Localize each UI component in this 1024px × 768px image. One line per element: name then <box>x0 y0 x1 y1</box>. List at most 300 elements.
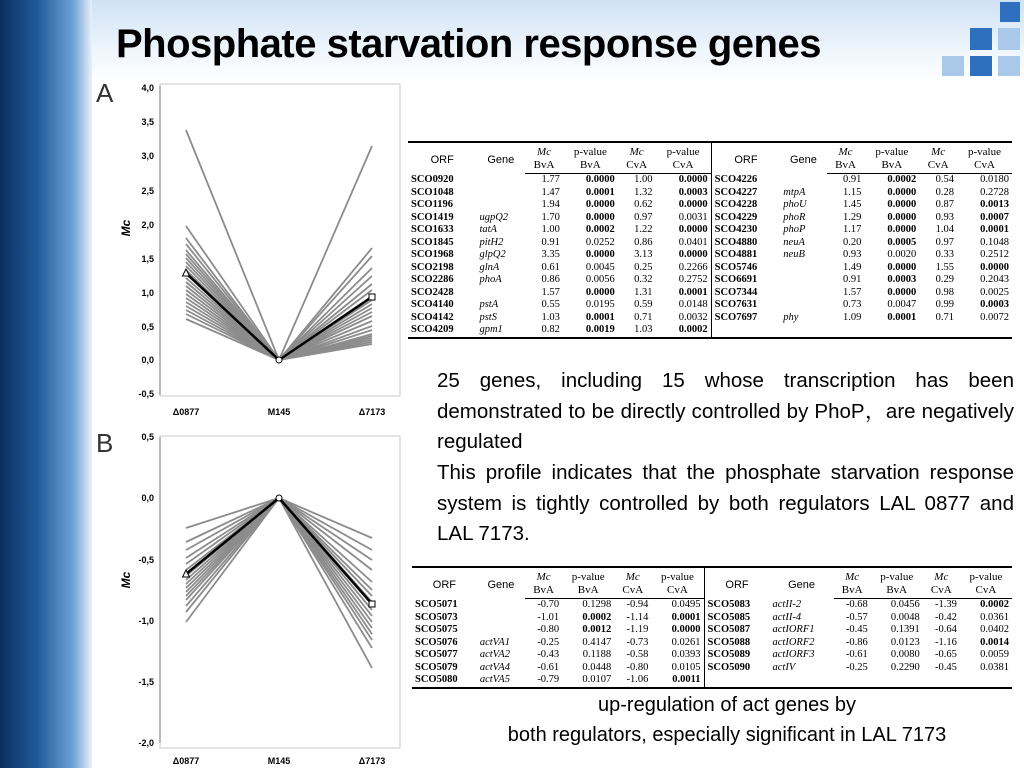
cell-p-bva: 0.0002 <box>582 611 612 623</box>
cell-orf: SCO5079 <box>415 661 458 673</box>
cell-gene <box>477 612 525 625</box>
cell-p-cva: 0.2512 <box>980 249 1009 260</box>
cell-gene: pstA <box>479 299 499 310</box>
cell-mc-bva: -0.61 <box>537 661 560 673</box>
col-header-gene: Gene <box>477 567 525 599</box>
table-row <box>412 649 1012 662</box>
cell-p-cva: 0.0013 <box>980 199 1009 210</box>
cell-mc-bva: -1.01 <box>537 611 560 623</box>
cell-mc-bva: 1.00 <box>541 224 560 235</box>
cell-mc-bva: 1.15 <box>843 186 862 198</box>
cell-orf: SCO2428 <box>411 286 454 298</box>
col-header-mc: Mc <box>919 142 957 159</box>
y-tick-label: 0,5 <box>141 432 154 442</box>
cell-mc-bva: 0.20 <box>843 236 862 248</box>
cell-gene <box>780 262 826 275</box>
cell-gene: actII-4 <box>772 611 802 623</box>
col-header-mc: Mc <box>923 567 960 584</box>
cell-orf: SCO5083 <box>704 599 769 612</box>
cell-p-bva: 0.0001 <box>585 186 615 198</box>
y-tick-label: 4,0 <box>141 83 154 93</box>
cell-orf: SCO4881 <box>711 249 780 262</box>
cell-gene <box>476 174 525 187</box>
cell-mc-bva: 1.03 <box>541 311 560 323</box>
cell-p-bva: 0.0195 <box>585 299 615 310</box>
logo-square <box>970 56 992 76</box>
cell-p-cva: 0.0003 <box>678 186 708 198</box>
paragraph-profile-summary: This profile indicates that the phosphate starvation response system is tightly controlled by both regulators LAL 0877 and LAL 7173. <box>437 461 1014 545</box>
cell-gene: neuA <box>783 236 805 248</box>
col-header-mc: Mc <box>525 142 563 159</box>
cell-p-bva <box>864 324 919 338</box>
cell-p-cva: 0.2043 <box>980 274 1009 285</box>
cell-mc-bva: 0.73 <box>843 299 862 310</box>
cell-p-bva: 0.1391 <box>890 624 920 635</box>
col-header-pvalue: p-value <box>871 567 923 584</box>
cell-p-bva: 0.0000 <box>887 211 917 223</box>
cell-p-bva: 0.0000 <box>887 186 917 198</box>
cell-gene: actVA4 <box>479 661 510 673</box>
cell-mc-cva: 0.71 <box>935 311 954 323</box>
cell-gene <box>476 187 525 200</box>
caption-line-2: both regulators, especially significant in LAL 7173 <box>507 724 947 746</box>
cell-mc-cva: 0.32 <box>634 274 653 285</box>
col-header-pvalue: p-value <box>562 567 614 584</box>
logo-square <box>1000 2 1020 22</box>
col-header-mc: Mc <box>614 567 651 584</box>
cell-mc-bva: 1.57 <box>843 286 862 298</box>
cell-mc-bva: 0.55 <box>541 299 560 310</box>
cell-gene: pstS <box>479 311 497 323</box>
cell-mc-bva: -0.25 <box>537 636 560 648</box>
col-subheader-bva: BvA <box>525 584 562 599</box>
cell-p-cva: 0.0000 <box>678 249 708 260</box>
cell-gene: glnA <box>479 261 500 273</box>
cell-mc-cva: 0.62 <box>634 199 653 210</box>
cell-gene <box>780 274 826 287</box>
cell-mc-bva: 0.93 <box>843 249 862 260</box>
cell-mc-cva: 0.71 <box>634 311 653 323</box>
col-header-mc: Mc <box>827 142 865 159</box>
cell-mc-cva: -1.16 <box>935 636 957 648</box>
cell-p-bva: 0.0456 <box>890 599 920 610</box>
cell-gene: actIORF3 <box>772 649 815 660</box>
caption-line-1: up-regulation of act genes by <box>598 694 856 716</box>
cell-mc-bva: 1.47 <box>541 186 560 198</box>
cell-mc-bva: -0.25 <box>845 661 868 673</box>
cell-p-cva: 0.0014 <box>980 636 1009 648</box>
y-tick-label: 2,0 <box>141 220 154 230</box>
cell-p-bva: 0.0001 <box>887 311 917 323</box>
cell-mc-cva: -0.42 <box>935 611 957 623</box>
cell-gene <box>770 674 834 688</box>
cell-gene: actIORF2 <box>772 636 815 648</box>
cell-p-cva: 0.0007 <box>980 211 1009 223</box>
cell-orf: SCO5087 <box>704 624 769 637</box>
cell-p-bva: 0.0123 <box>890 636 920 648</box>
cell-mc-bva: 0.86 <box>541 274 560 285</box>
y-tick-label: 0,0 <box>141 493 154 503</box>
cell-p-cva: 0.0000 <box>980 261 1009 273</box>
cell-p-bva: 0.0000 <box>585 249 615 260</box>
cell-p-cva: 0.0105 <box>671 661 701 673</box>
x-tick-label: M145 <box>267 756 291 766</box>
cell-mc-cva: -0.64 <box>935 624 957 635</box>
table-row <box>412 612 1012 625</box>
cell-p-cva: 0.0001 <box>671 611 701 623</box>
cell-mc-bva: 0.91 <box>843 174 862 185</box>
cell-mc-cva: -1.39 <box>935 599 957 610</box>
cell-mc-bva: 0.61 <box>541 261 560 273</box>
cell-p-bva: 0.0000 <box>887 261 917 273</box>
cell-p-cva: 0.0401 <box>678 236 708 248</box>
cell-mc-cva: -0.73 <box>626 636 649 648</box>
cell-p-bva: 0.0003 <box>887 274 917 285</box>
cell-mc-cva: 0.59 <box>634 299 653 310</box>
act-genes-table <box>412 566 1012 689</box>
cell-mc-cva: 0.86 <box>634 236 653 248</box>
cell-gene: neuB <box>783 249 805 260</box>
col-header-mc: Mc <box>618 142 656 159</box>
cell-p-cva: 0.0025 <box>980 286 1009 298</box>
cell-orf: SCO4229 <box>711 212 780 225</box>
cell-p-cva: 0.2266 <box>678 261 708 273</box>
x-tick-label: M145 <box>267 407 291 417</box>
cell-p-bva: 0.0001 <box>585 311 615 323</box>
cell-orf: SCO5746 <box>711 262 780 275</box>
y-tick-label: 1,0 <box>141 288 154 298</box>
cell-mc-bva: -0.43 <box>537 649 560 660</box>
table-row <box>408 287 1012 300</box>
col-subheader-cva: CvA <box>618 159 656 174</box>
col-header-gene: Gene <box>770 567 834 599</box>
cell-mc-bva: 0.91 <box>843 274 862 285</box>
cell-orf: SCO4880 <box>711 237 780 250</box>
cell-p-bva: 0.0056 <box>585 274 615 285</box>
cell-mc-bva: 1.29 <box>843 211 862 223</box>
cell-p-cva: 0.0002 <box>656 324 712 338</box>
cell-gene <box>780 299 826 312</box>
col-subheader-bva: BvA <box>525 159 563 174</box>
cell-mc-cva: 0.93 <box>935 211 954 223</box>
col-subheader-cva: CvA <box>614 584 651 599</box>
cell-p-cva: 0.1048 <box>980 236 1009 248</box>
x-tick-label: Δ0877 <box>172 756 200 766</box>
y-axis-label: Mc <box>119 219 133 237</box>
cell-mc-cva: 1.31 <box>634 286 653 298</box>
cell-mc-bva: 1.49 <box>843 261 862 273</box>
cell-gene: mtpA <box>783 186 806 198</box>
cell-mc-bva: 3.35 <box>541 249 560 260</box>
cell-orf: SCO5071 <box>415 598 458 610</box>
cell-mc-bva: -0.79 <box>525 674 562 688</box>
table-row <box>412 637 1012 650</box>
cell-p-cva: 0.0393 <box>671 649 701 660</box>
cell-mc-cva: -1.19 <box>626 624 649 635</box>
cell-orf: SCO1968 <box>411 249 454 260</box>
cell-mc-cva: -0.65 <box>935 649 957 660</box>
col-subheader-cva: CvA <box>919 159 957 174</box>
cell-mc-cva: 0.99 <box>935 299 954 310</box>
cell-gene: actVA1 <box>479 636 510 648</box>
cell-mc-bva: 1.57 <box>541 286 560 298</box>
table-row <box>412 624 1012 637</box>
cell-mc-cva: 0.29 <box>935 274 954 285</box>
cell-mc-bva: -0.57 <box>845 611 868 623</box>
cell-p-cva: 0.0402 <box>980 624 1009 635</box>
cell-mc-bva: -0.68 <box>845 599 868 610</box>
paragraph-negative-regulation: 25 genes, including 15 whose transcription has been demonstrated to be directly controlled by PhoP，are negatively regulated <box>437 369 1014 453</box>
logo-square <box>998 28 1020 50</box>
cell-gene <box>477 624 525 637</box>
phosphate-genes-table <box>408 141 1012 339</box>
y-tick-label: -2,0 <box>138 738 154 748</box>
cell-p-bva: 0.0000 <box>585 211 615 223</box>
y-tick-label: 2,5 <box>141 186 154 196</box>
cell-p-cva: 0.0495 <box>671 599 701 610</box>
chart-panel-b <box>110 430 410 768</box>
cell-orf: SCO1196 <box>411 199 454 210</box>
cell-orf: SCO6691 <box>711 274 780 287</box>
cell-p-cva: 0.0000 <box>678 199 708 210</box>
cell-orf: SCO4226 <box>711 174 780 187</box>
col-header-pvalue: p-value <box>563 142 618 159</box>
cell-mc-cva: 1.55 <box>935 261 954 273</box>
col-header-orf: ORF <box>412 567 477 599</box>
cell-p-bva: 0.0005 <box>887 236 917 248</box>
cell-mc-cva: 0.98 <box>935 286 954 298</box>
cell-p-bva: 0.0048 <box>890 611 920 623</box>
y-ticks <box>138 83 154 399</box>
cell-gene: ugpQ2 <box>479 211 509 223</box>
cell-p-bva: 0.0080 <box>890 649 920 660</box>
cell-mc-cva <box>919 324 957 338</box>
table-row <box>412 599 1012 612</box>
cell-orf: SCO2286 <box>411 274 454 285</box>
cell-orf: SCO4142 <box>411 311 454 323</box>
logo-square <box>970 28 992 50</box>
cell-mc-cva: -1.06 <box>614 674 651 688</box>
col-header-orf: ORF <box>704 567 769 599</box>
cell-p-bva: 0.0012 <box>582 624 612 635</box>
cell-gene: phy <box>783 311 799 323</box>
cell-gene: phoU <box>783 199 807 210</box>
col-subheader-bva: BvA <box>864 159 919 174</box>
cell-p-cva <box>960 674 1012 688</box>
cell-gene: phoA <box>479 274 502 285</box>
cell-orf: SCO5088 <box>704 637 769 650</box>
cell-p-cva: 0.0148 <box>678 299 708 310</box>
cell-p-bva: 0.2290 <box>890 661 920 673</box>
col-header-pvalue: p-value <box>656 142 712 159</box>
cell-orf: SCO5085 <box>704 612 769 625</box>
cell-mc-bva: 0.91 <box>541 236 560 248</box>
cell-p-bva: 0.0000 <box>585 199 615 210</box>
y-axis-label: Mc <box>119 571 133 589</box>
cell-p-cva: 0.0002 <box>980 599 1009 610</box>
cell-orf: SCO7344 <box>711 287 780 300</box>
left-decorative-bar <box>0 0 92 768</box>
cell-mc-cva: 0.97 <box>935 236 954 248</box>
cell-mc-bva: 1.94 <box>541 199 560 210</box>
cell-gene: gpm1 <box>476 324 525 338</box>
cell-mc-cva: 1.32 <box>634 186 653 198</box>
x-tick-label: Δ7173 <box>358 407 386 417</box>
cell-orf: SCO1633 <box>411 224 454 235</box>
cell-p-cva: 0.0059 <box>980 649 1009 660</box>
cell-p-bva: 0.1298 <box>582 599 612 610</box>
cell-p-bva: 0.0000 <box>887 199 917 210</box>
cell-p-bva: 0.0002 <box>585 224 615 235</box>
cell-mc-cva: -0.45 <box>935 661 957 673</box>
cell-mc-bva: -0.45 <box>845 624 868 635</box>
cell-gene: glpQ2 <box>479 249 506 260</box>
cell-p-bva: 0.4147 <box>582 636 612 648</box>
cell-orf: SCO4227 <box>711 187 780 200</box>
cell-gene: actIV <box>772 661 796 673</box>
marker-circle <box>276 495 282 501</box>
cell-gene: tatA <box>479 224 497 235</box>
cell-p-bva: 0.0002 <box>887 174 917 185</box>
panel-a-letter: A <box>96 78 114 108</box>
table-row <box>408 199 1012 212</box>
col-subheader-bva: BvA <box>563 159 618 174</box>
y-tick-label: 3,5 <box>141 117 154 127</box>
cell-mc-bva: 1.77 <box>541 174 560 185</box>
cell-gene: actII-2 <box>772 598 802 610</box>
x-tick-label: Δ0877 <box>172 407 200 417</box>
cell-mc-cva: -0.58 <box>626 649 649 660</box>
cell-p-cva: 0.0072 <box>980 311 1009 323</box>
cell-gene <box>780 324 826 338</box>
cell-p-cva: 0.2728 <box>980 186 1009 198</box>
cell-orf: SCO4140 <box>411 299 454 310</box>
col-header-gene: Gene <box>780 142 826 174</box>
x-tick-label: Δ7173 <box>358 756 386 766</box>
cell-orf: SCO5073 <box>415 611 458 623</box>
col-header-mc: Mc <box>834 567 871 584</box>
cell-mc-cva: -0.94 <box>626 599 649 610</box>
col-header-pvalue: p-value <box>960 567 1012 584</box>
cell-mc-bva: -0.61 <box>845 649 868 660</box>
cell-mc-bva: 1.17 <box>843 224 862 235</box>
cell-orf: SCO0920 <box>411 173 454 185</box>
cell-mc-cva <box>923 674 960 688</box>
cell-orf: SCO5077 <box>415 649 458 660</box>
cell-orf: SCO4230 <box>711 224 780 237</box>
logo-square <box>998 56 1020 76</box>
col-header-gene: Gene <box>476 142 525 174</box>
cell-mc-cva: 0.97 <box>634 211 653 223</box>
cell-p-bva <box>871 674 923 688</box>
cell-p-cva: 0.0180 <box>980 174 1009 185</box>
col-subheader-cva: CvA <box>923 584 960 599</box>
cell-orf: SCO4209 <box>408 324 476 338</box>
col-subheader-cva: CvA <box>960 584 1012 599</box>
cell-p-cva: 0.0031 <box>678 211 708 223</box>
col-subheader-bva: BvA <box>871 584 923 599</box>
cell-p-cva: 0.0003 <box>980 299 1009 310</box>
col-header-orf: ORF <box>408 142 476 174</box>
cell-mc-cva: 1.22 <box>634 224 653 235</box>
marker-square <box>369 601 375 607</box>
cell-orf: SCO5076 <box>415 636 458 648</box>
cell-mc-cva: 0.87 <box>935 199 954 210</box>
col-subheader-cva: CvA <box>651 584 704 599</box>
cell-gene <box>476 199 525 212</box>
cell-mc-cva: 0.33 <box>935 249 954 260</box>
slide-title: Phosphate starvation response genes <box>116 22 821 66</box>
cell-orf: SCO2198 <box>411 261 454 273</box>
table-row <box>408 262 1012 275</box>
cell-p-cva: 0.0001 <box>678 286 708 298</box>
cell-mc-cva: -0.80 <box>626 661 649 673</box>
y-tick-label: 0,5 <box>141 322 154 332</box>
cell-mc-bva: 0.82 <box>525 324 563 338</box>
cell-orf: SCO1419 <box>411 211 454 223</box>
cell-p-cva: 0.0001 <box>980 224 1009 235</box>
cell-gene: actIORF1 <box>772 624 815 635</box>
cell-p-bva: 0.0107 <box>562 674 614 688</box>
cell-gene: pitH2 <box>479 236 504 248</box>
cell-p-cva: 0.0261 <box>671 636 701 648</box>
cell-gene <box>476 287 525 300</box>
table-row <box>408 174 1012 187</box>
cell-orf: SCO7631 <box>711 299 780 312</box>
cell-orf: SCO5075 <box>415 624 458 635</box>
col-header-orf: ORF <box>711 142 780 174</box>
cell-mc-cva: 1.04 <box>935 224 954 235</box>
cell-mc-cva: 0.28 <box>935 186 954 198</box>
cell-p-bva: 0.0000 <box>887 286 917 298</box>
cell-orf: SCO5089 <box>704 649 769 662</box>
col-header-pvalue: p-value <box>864 142 919 159</box>
cell-p-cva: 0.0032 <box>678 311 708 323</box>
cell-p-bva: 0.0019 <box>563 324 618 338</box>
col-subheader-cva: CvA <box>957 159 1012 174</box>
table-row <box>412 674 1012 688</box>
cell-p-cva: 0.0000 <box>671 624 701 635</box>
cell-p-bva: 0.0045 <box>585 261 615 273</box>
cell-mc-cva: 3.13 <box>634 249 653 260</box>
cell-gene <box>477 599 525 612</box>
cell-gene: actVA5 <box>477 674 525 688</box>
cell-orf: SCO4228 <box>711 199 780 212</box>
cell-p-cva: 0.0000 <box>678 174 708 185</box>
cell-gene <box>780 287 826 300</box>
col-header-mc: Mc <box>525 567 562 584</box>
col-subheader-bva: BvA <box>562 584 614 599</box>
cell-mc-cva: 1.03 <box>618 324 656 338</box>
y-tick-label: -0,5 <box>138 389 154 399</box>
cell-mc-cva: -1.14 <box>626 611 649 623</box>
cell-p-bva: 0.1188 <box>582 649 612 660</box>
cell-mc-bva: -0.80 <box>537 624 560 635</box>
table-row <box>408 249 1012 262</box>
cell-p-cva: 0.2752 <box>678 274 708 285</box>
cell-mc-bva: 1.09 <box>843 311 862 323</box>
y-tick-label: 1,5 <box>141 254 154 264</box>
cell-gene: actVA2 <box>479 649 510 660</box>
cell-mc-bva: -0.86 <box>845 636 868 648</box>
cell-p-bva: 0.0000 <box>585 286 615 298</box>
cell-p-cva: 0.0011 <box>651 674 704 688</box>
y-tick-label: -0,5 <box>138 555 154 565</box>
cell-orf: SCO5080 <box>412 674 477 688</box>
panel-b-letter: B <box>96 428 114 458</box>
cell-gene <box>780 174 826 187</box>
col-subheader-bva: BvA <box>827 159 865 174</box>
